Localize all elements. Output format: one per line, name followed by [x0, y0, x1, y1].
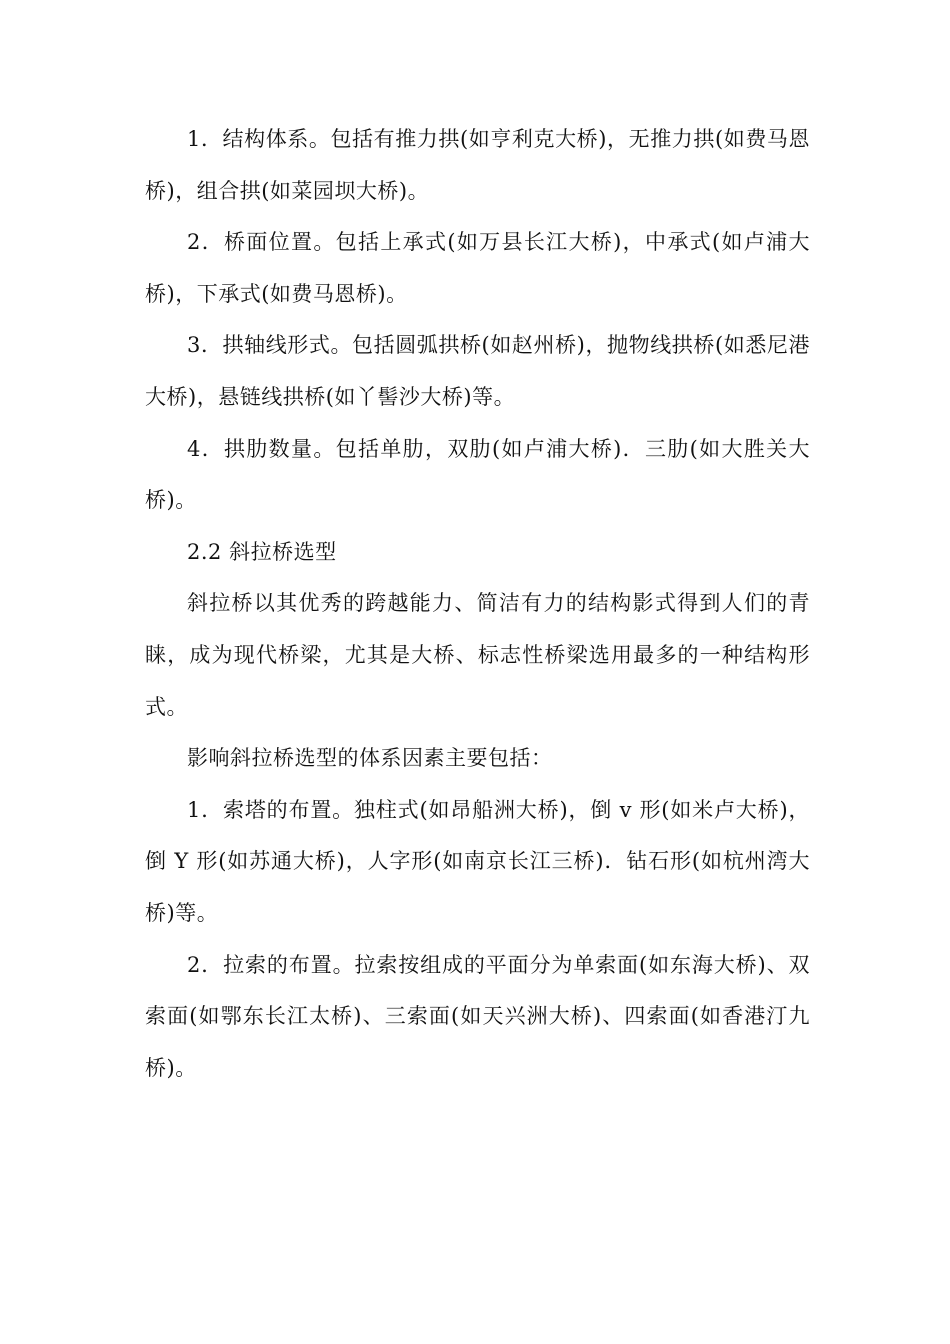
section-heading-cable-stayed: 2.2 斜拉桥选型 — [187, 539, 337, 564]
paragraph-arch-rib-count: 4．拱肋数量。包括单肋，双肋(如卢浦大桥)．三肋(如大胜关大桥)。 — [145, 436, 810, 513]
paragraph-arch-axis-form: 3．拱轴线形式。包括圆弧拱桥(如赵州桥)，抛物线拱桥(如悉尼港大桥)，悬链线拱桥(如丫髻沙大桥)等。 — [145, 333, 810, 409]
paragraph-arch-structure-system: 1．结构体系。包括有推力拱(如亨利克大桥)，无推力拱(如费马恩桥)，组合拱(如菜园坝大桥)。 — [145, 127, 810, 203]
paragraph-cable-stayed-factors: 影响斜拉桥选型的体系因素主要包括： — [187, 746, 553, 771]
body-text — [145, 114, 810, 1094]
paragraph-cable-layout: 2．拉索的布置。拉索按组成的平面分为单索面(如东海大桥)、双索面(如鄂东长江太桥)、三索面(如天兴洲大桥)、四索面(如香港汀九桥)。 — [145, 952, 810, 1080]
paragraph-cable-stayed-intro: 斜拉桥以其优秀的跨越能力、简洁有力的结构影式得到人们的青睐，成为现代桥梁，尤其是大桥、标志性桥梁选用最多的一种结构形式。 — [145, 591, 810, 719]
paragraph-arch-deck-position: 2．桥面位置。包括上承式(如万县长江大桥)，中承式(如卢浦大桥)，下承式(如费马恩桥)。 — [145, 230, 810, 306]
paragraph-pylon-layout: 1．索塔的布置。独柱式(如昂船洲大桥)，倒 v 形(如米卢大桥)，倒 Y 形(如苏通大桥)，人字形(如南京长江三桥)．钻石形(如杭州湾大桥)等。 — [145, 797, 810, 925]
